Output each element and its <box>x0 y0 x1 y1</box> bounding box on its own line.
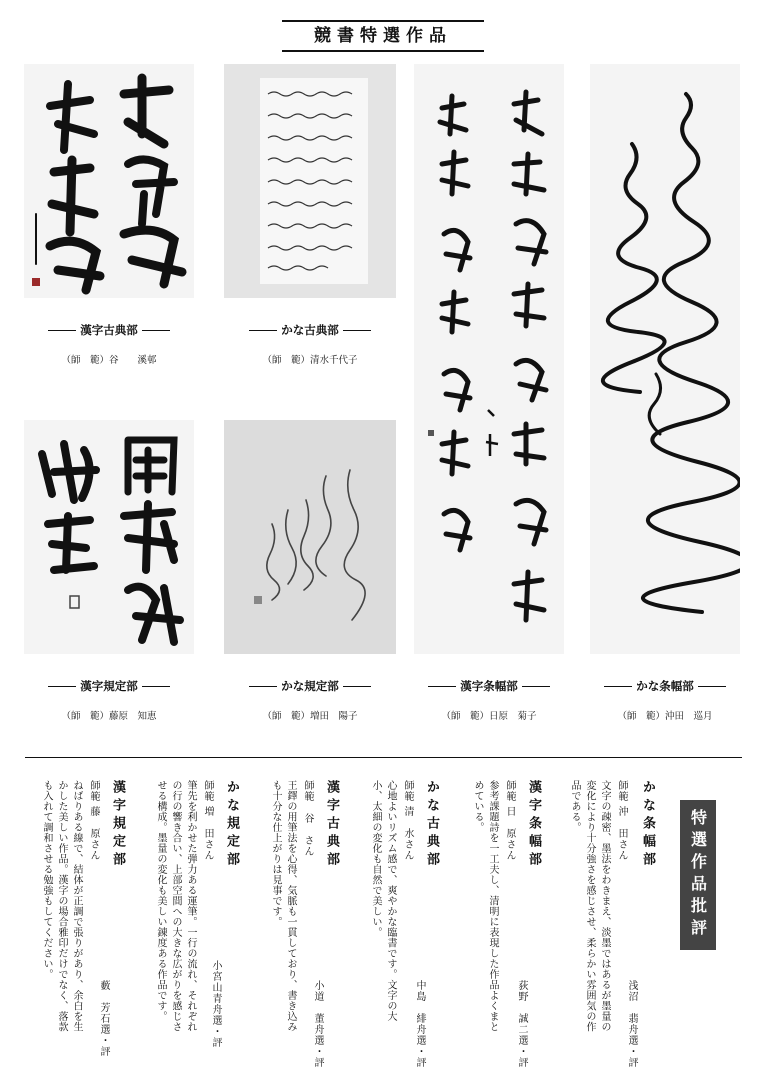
teacher-name: （師 範）日原 菊子 <box>441 711 537 722</box>
critique-department-heading: 漢字規定部 <box>110 780 125 870</box>
critique-teacher: 師範 清 水さん <box>402 780 413 862</box>
artwork-kana-scroll <box>590 64 740 654</box>
critique-department-heading: かな規定部 <box>224 780 239 870</box>
critique-body: 心地よいリズム感で、爽やかな臨書です。文字の大小、太細の変化も自然で美しい。 <box>370 780 396 1022</box>
artwork-kanji-scroll <box>414 64 564 654</box>
critique-department-heading: 漢字古典部 <box>324 780 339 870</box>
department-label: かな条幅部 <box>590 678 740 694</box>
department-label: かな古典部 <box>224 322 396 338</box>
critique-selector: 中島 緋舟選・評 <box>414 980 425 1068</box>
caption-kanji-classic <box>24 322 194 366</box>
critique-teacher: 師範 日 原さん <box>504 780 515 862</box>
artwork-kana-regulation <box>224 420 396 654</box>
critique-teacher: 師範 増 田さん <box>202 780 213 862</box>
department-label: かな規定部 <box>224 678 396 694</box>
critique-department-heading: 漢字条幅部 <box>526 780 541 870</box>
page-title: 競書特選作品 <box>282 20 484 52</box>
critique-selector: 小宮山青舟選・評 <box>210 960 221 1048</box>
teacher-name: （師 範）増田 陽子 <box>262 711 358 722</box>
critique-department-heading: かな古典部 <box>424 780 439 870</box>
artwork-kanji-regulation <box>24 420 194 654</box>
caption-kanji-scroll <box>414 678 564 722</box>
brush-calligraphy-image <box>414 64 564 654</box>
caption-kana-classic <box>224 322 396 366</box>
section-divider <box>25 757 742 758</box>
artwork-kana-classic <box>224 64 396 298</box>
department-label: 漢字条幅部 <box>414 678 564 694</box>
critique-selector: 浅沼 翡舟選・評 <box>626 980 637 1068</box>
department-label: 漢字規定部 <box>24 678 194 694</box>
brush-calligraphy-image <box>224 420 396 654</box>
brush-calligraphy-image <box>24 420 194 654</box>
teacher-name: （師 範）沖田 巡月 <box>617 711 713 722</box>
critique-selector: 小道 董舟選・評 <box>312 980 323 1068</box>
brush-calligraphy-image <box>224 64 396 298</box>
critique-teacher: 師範 沖 田さん <box>616 780 627 862</box>
artwork-kanji-classic <box>24 64 194 298</box>
critique-selector: 藪 芳石選・評 <box>98 980 109 1057</box>
critique-body: 参考課題詩を一工夫し、清明に表現した作品よくまとめている。 <box>472 780 498 1032</box>
brush-calligraphy-image <box>590 64 740 654</box>
critique-body: 文字の疎密、墨法をわきまえ、淡墨ではあるが墨量の変化により十分強さを感じさせ、柔らかい雰囲気の作品である。 <box>569 780 610 1032</box>
critique-teacher: 師範 谷 さん <box>302 780 313 857</box>
department-label: 漢字古典部 <box>24 322 194 338</box>
teacher-name: （師 範）谷 溪邨 <box>61 355 157 366</box>
critique-teacher: 師範 藤 原さん <box>88 780 99 862</box>
critique-badge: 特選作品批評 <box>680 800 716 950</box>
critique-selector: 荻野 誠二選・評 <box>516 980 527 1068</box>
critique-body: ねばりある線で、結体が正調で張りがあり、余白を生かした美しい作品。漢字の場合雅印だけでなく、落款も入れて調和させる勉強もしてください。 <box>41 780 82 1032</box>
caption-kana-regulation <box>224 678 396 722</box>
critique-body: 筆先を利かせた弾力ある運筆。一行の流れ、それぞれの行の響き合い、上部空間への大きな広がりを感じさせる構成。墨量の変化も美しい錬度ある作品です。 <box>155 780 196 1032</box>
teacher-name: （師 範）清水千代子 <box>262 355 358 366</box>
teacher-name: （師 範）藤原 知恵 <box>61 711 157 722</box>
caption-kanji-regulation <box>24 678 194 722</box>
critique-body: 王鐸の用筆法を心得、気脈も一貫しており、書き込みも十分な仕上がりは見事です。 <box>270 780 296 1032</box>
caption-kana-scroll <box>590 678 740 722</box>
brush-calligraphy-image <box>24 64 194 298</box>
critique-department-heading: かな条幅部 <box>640 780 655 870</box>
